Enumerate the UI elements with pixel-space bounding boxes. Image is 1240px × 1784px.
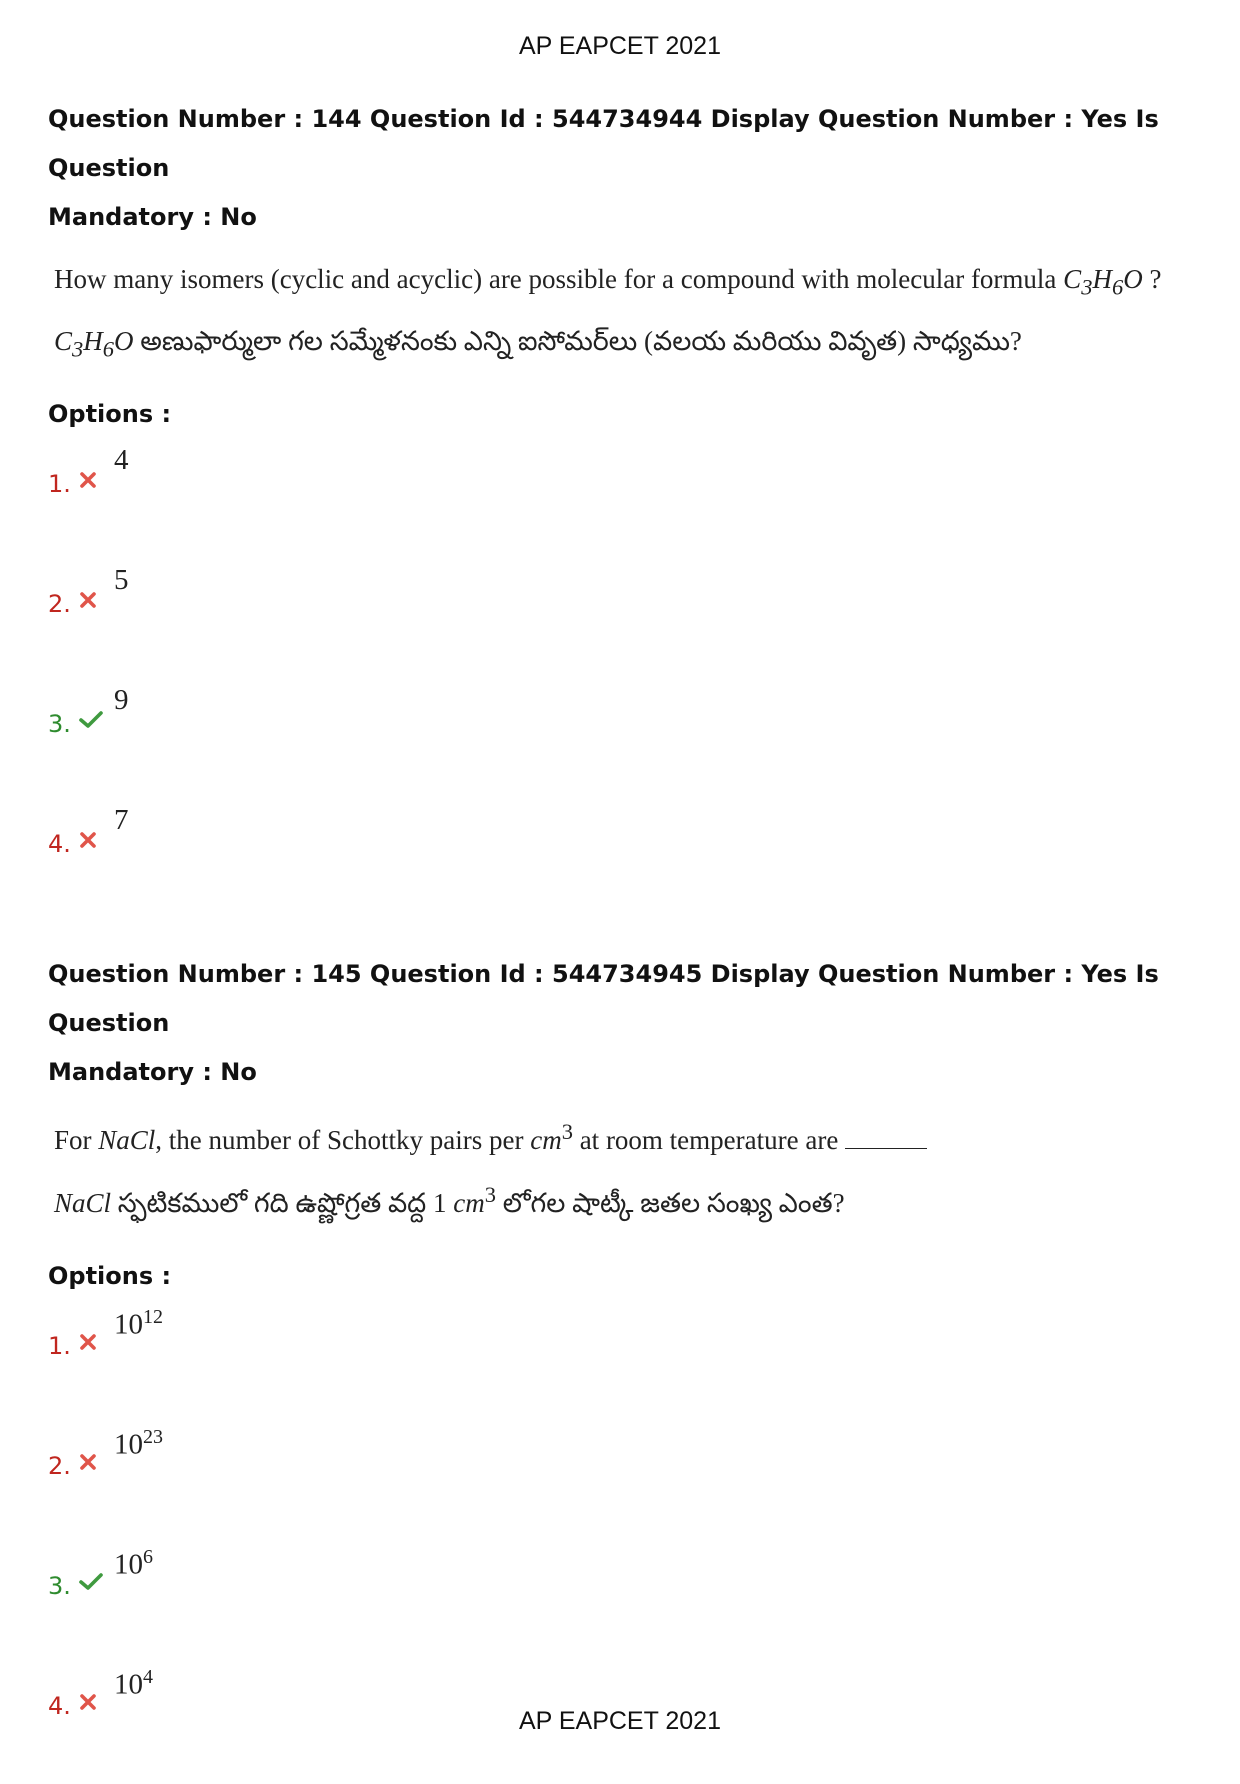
option-value: $10^4$ [114,1666,153,1701]
options-label: Options : [48,400,172,429]
molecular-formula: $C_3H_6O$ [1063,264,1143,300]
question-text-telugu [48,326,1198,364]
question-text-suffix: ? [1142,264,1162,294]
telugu-text: అణుఫార్ములా గల సమ్మేళనంకు ఎన్ని ఐసోమర్‌లు (వలయ మరియు వివృత) సాధ్యము? [133,326,1022,357]
question-text-telugu: NaCl స్ఫటికములో గది ఉష్ణోగ్రత వద్ద 1 $cm^3$ లోగల షాట్కీ జతల సంఖ్య ఎంత? [54,1182,845,1218]
option-number: 2. [48,1452,71,1480]
cross-icon [78,826,98,850]
option-3 [48,1544,1198,1664]
question-text-prefix: How many isomers (cyclic and acyclic) are possible for a compound with molecular formula [54,264,1064,294]
option-number: 3. [48,710,71,739]
option-value: 9 [114,684,129,717]
option-number: 4. [48,830,71,859]
option-1 [48,1304,1198,1424]
option-2 [48,562,1198,682]
options-label: Options : [48,1262,172,1290]
question-text-english [48,264,1198,300]
question-144 [48,95,1198,922]
option-value: 7 [114,804,129,837]
option-number: 1. [48,1332,71,1360]
cross-icon [78,466,98,490]
nacl-formula: NaCl [98,1125,156,1155]
unit-exponent: 3 [484,1182,496,1207]
option-1 [48,442,1198,562]
nacl-formula: NaCl [54,1188,112,1218]
option-value: 4 [114,444,129,477]
option-value: $10^{23}$ [114,1426,163,1461]
unit-cm: cm [530,1125,562,1155]
answer-blank [845,1128,927,1149]
option-2 [48,1424,1198,1544]
page-header: AP EAPCET 2021 [519,32,721,60]
question-145 [48,950,1198,1784]
check-icon [78,706,104,730]
option-value: 5 [114,564,129,597]
option-number: 3. [48,1572,71,1600]
question-meta-line-1: Question Number : 145 Question Id : 544734945 Display Question Number : Yes Is Question [48,960,1159,1037]
option-4 [48,802,1198,922]
option-number: 1. [48,470,71,499]
question-meta-line-2: Mandatory : No [48,203,257,231]
option-number: 2. [48,590,71,619]
unit-cm: cm [453,1188,485,1218]
molecular-formula: $C_3H_6O$ [54,326,134,362]
cross-icon [78,586,98,610]
option-value: $10^6$ [114,1546,153,1581]
check-icon [78,1568,104,1592]
option-3 [48,682,1198,802]
cross-icon [78,1328,98,1352]
question-meta-line-2: Mandatory : No [48,1058,257,1086]
unit-exponent: 3 [561,1119,573,1144]
cross-icon [78,1448,98,1472]
page-footer: AP EAPCET 2021 [519,1707,721,1735]
option-number: 4. [48,1692,71,1720]
options-list [48,442,1198,922]
option-value: $10^{12}$ [114,1306,163,1341]
question-meta-line-1: Question Number : 144 Question Id : 544734944 Display Question Number : Yes Is Question [48,105,1159,182]
question-text-english: For NaCl, the number of Schottky pairs per $cm^3$ at room temperature are [48,1119,1198,1156]
